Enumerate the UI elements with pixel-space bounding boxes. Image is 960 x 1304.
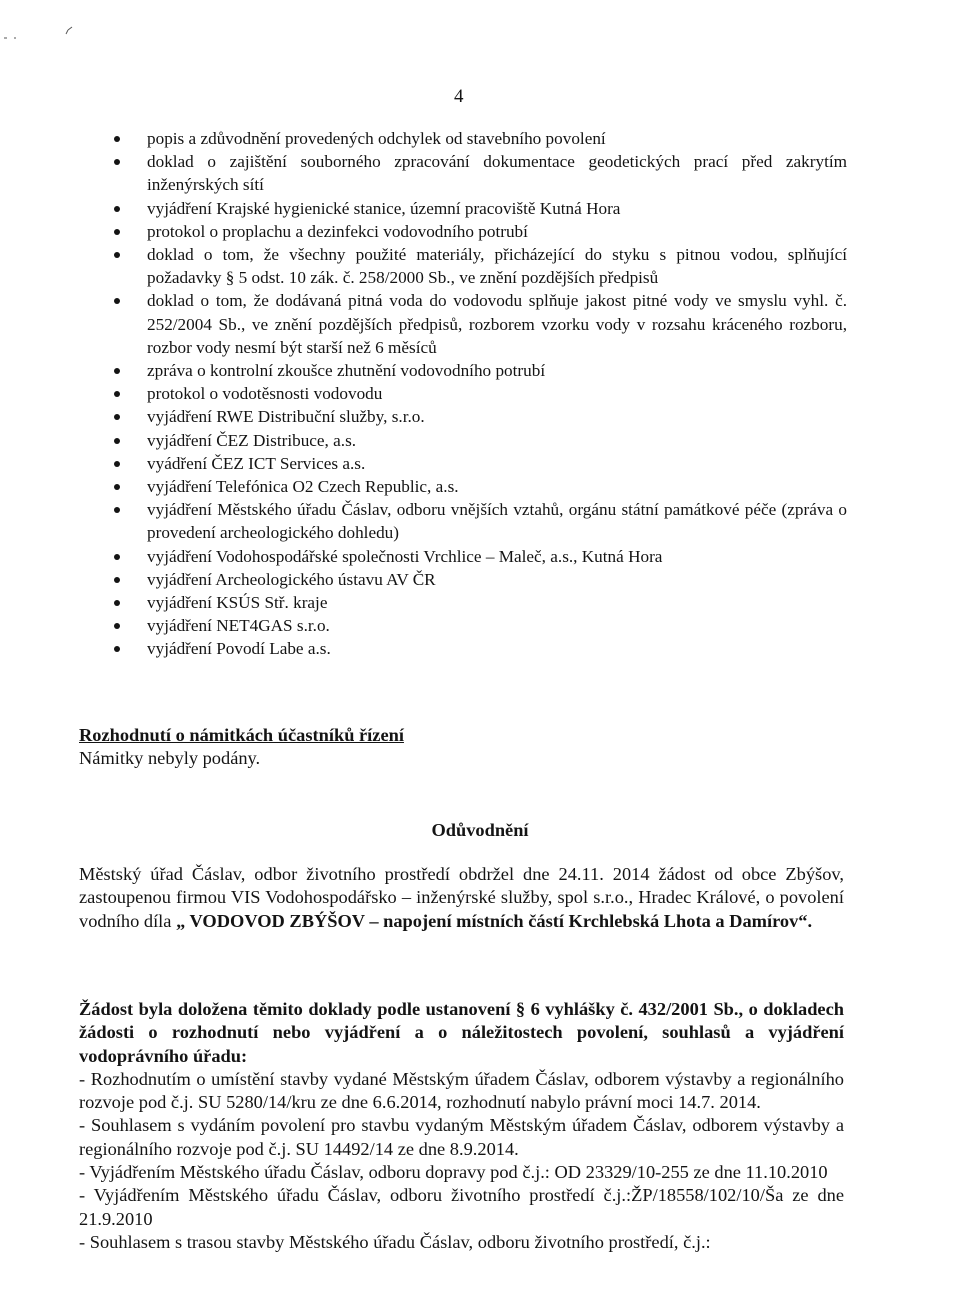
list-item: zpráva o kontrolní zkoušce zhutnění vodovodního potrubí bbox=[112, 359, 847, 382]
list-item: popis a zdůvodnění provedených odchylek od stavebního povolení bbox=[112, 127, 847, 150]
list-item: doklad o tom, že dodávaná pitná voda do vodovodu splňuje jakost pitné vody ve smyslu vyhl. č. 252/2004 Sb., ve znění pozdějších předpisů, rozborem vzorku vody v rozsahu kráceného rozboru, rozbor vody nesmí být starší než 6 měsíců bbox=[112, 289, 847, 359]
list-item: vyádření ČEZ ICT Services a.s. bbox=[112, 452, 847, 475]
list-item: vyjádření NET4GAS s.r.o. bbox=[112, 614, 847, 637]
list-item: vyjádření KSÚS Stř. kraje bbox=[112, 591, 847, 614]
page-number: 4 bbox=[454, 86, 464, 107]
list-item: protokol o proplachu a dezinfekci vodovodního potrubí bbox=[112, 220, 847, 243]
list-item: vyjádření Povodí Labe a.s. bbox=[112, 637, 847, 660]
objections-section bbox=[79, 724, 849, 770]
document-item: - Vyjádřením Městského úřadu Čáslav, odboru dopravy pod č.j.: OD 23329/10-255 ze dne 11.10.2010 bbox=[79, 1162, 828, 1183]
reasoning-paragraph bbox=[79, 863, 844, 933]
scan-specks bbox=[0, 0, 120, 60]
reasoning-text: Městský úřad Čáslav, odbor životního prostředí obdržel dne 24.11. 2014 žádost od obce Zbýšov, zastoupenou firmou VIS Vodohospodářsko – inženýrské služby, spol s.r.o., Hradec Králové, o povolení vodního díla bbox=[79, 864, 844, 931]
documents-section bbox=[79, 998, 844, 1254]
list-item: vyjádření ČEZ Distribuce, a.s. bbox=[112, 429, 847, 452]
list-item: vyjádření Archeologického ústavu AV ČR bbox=[112, 568, 847, 591]
attachment-list bbox=[112, 127, 847, 661]
list-item: doklad o tom, že všechny použité materiály, přicházející do styku s pitnou vodou, splňující požadavky § 5 odst. 10 zák. č. 258/2000 Sb., ve znění pozdějších předpisů bbox=[112, 243, 847, 289]
list-item: vyjádření RWE Distribuční služby, s.r.o. bbox=[112, 405, 847, 428]
list-item: doklad o zajištění souborného zpracování dokumentace geodetických prací před zakrytím inženýrských sítí bbox=[112, 150, 847, 196]
list-item: vyjádření Vodohospodářské společnosti Vrchlice – Maleč, a.s., Kutná Hora bbox=[112, 545, 847, 568]
reasoning-title: Odůvodnění bbox=[431, 820, 529, 840]
objections-text: Námitky nebyly podány. bbox=[79, 748, 261, 768]
document-item: - Souhlasem s trasou stavby Městského úřadu Čáslav, odboru životního prostředí, č.j.: bbox=[79, 1231, 711, 1252]
list-item: protokol o vodotěsnosti vodovodu bbox=[112, 382, 847, 405]
list-item: vyjádření Krajské hygienické stanice, územní pracoviště Kutná Hora bbox=[112, 197, 847, 220]
list-item: vyjádření Městského úřadu Čáslav, odboru vnějších vztahů, orgánu státní památkové péče (zpráva o provedení archeologického dohledu) bbox=[112, 498, 847, 544]
document-item: - Vyjádřením Městského úřadu Čáslav, odboru životního prostředí č.j.:ŽP/18558/102/10/Ša ze dne 21.9.2010 bbox=[79, 1185, 844, 1229]
objections-heading: Rozhodnutí o námitkách účastníků řízení bbox=[79, 725, 404, 745]
documents-intro: Žádost byla doložena těmito doklady podle ustanovení § 6 vyhlášky č. 432/2001 Sb., o dokladech žádosti o rozhodnutí nebo vyjádření a o náležitostech povolení, souhlasů a vyjádření vodoprávního úřadu: bbox=[79, 999, 844, 1066]
document-item: - Souhlasem s vydáním povolení pro stavbu vydaným Městským úřadem Čáslav, odborem výstavby a regionálního rozvoje pod č.j. SU 14492/14 ze dne 8.9.2014. bbox=[79, 1115, 844, 1159]
document-item: - Rozhodnutím o umístění stavby vydané Městským úřadem Čáslav, odborem výstavby a regionálního rozvoje pod č.j. SU 5280/14/kru ze dne 6.6.2014, rozhodnutí nabylo právní moci 14.7. 2014. bbox=[79, 1068, 844, 1113]
list-item: vyjádření Telefónica O2 Czech Republic, a.s. bbox=[112, 475, 847, 498]
project-name: „ VODOVOD ZBÝŠOV – napojení místních částí Krchlebská Lhota a Damírov“. bbox=[176, 910, 813, 931]
